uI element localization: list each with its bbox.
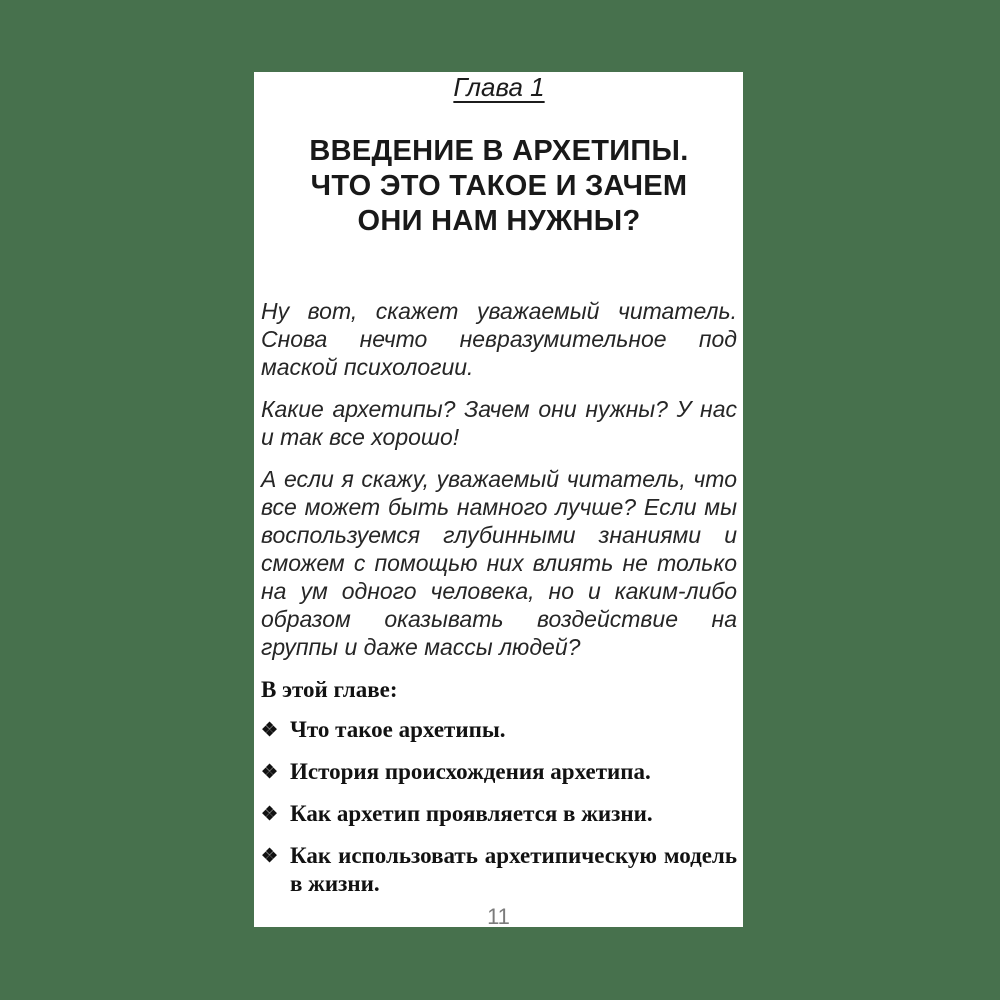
chapter-title (261, 134, 737, 239)
bullet-item (261, 758, 737, 787)
chapter-title-line: ОНИ НАМ НУЖНЫ? (357, 204, 641, 237)
bullet-item (261, 842, 737, 898)
chapter-title-line: ЧТО ЭТО ТАКОЕ И ЗАЧЕМ (310, 169, 688, 202)
book-page (254, 72, 743, 927)
diamond-bullet-icon: ❖ (261, 761, 279, 783)
paragraph: А если я скажу, уважаемый читатель, что все может быть намного лучше? Если мы воспользуемся глубинными знаниями и сможем с помощью них влиять не только на ум одного человека, но и каким-либо образом оказывать воздействие на группы и даже массы людей? (261, 465, 737, 660)
page-number: 11 (487, 903, 510, 927)
chapter-label-text: Глава 1 (453, 72, 545, 102)
diamond-bullet-icon: ❖ (261, 845, 279, 867)
paragraph: Ну вот, скажет уважаемый читатель. Снова нечто невразумительное под маской психологии. (261, 297, 737, 380)
bullet-text: Как архетип проявляется в жизни. (290, 800, 653, 826)
contents-heading: В этой главе: (261, 676, 398, 702)
chapter-contents-section (261, 677, 737, 898)
paragraph: Какие архетипы? Зачем они нужны? У нас и так все хорошо! (261, 395, 737, 450)
chapter-title-line: ВВЕДЕНИЕ В АРХЕТИПЫ. (309, 134, 689, 167)
chapter-label (261, 72, 737, 102)
bullet-item (261, 716, 737, 745)
body-paragraphs (261, 297, 737, 661)
diamond-bullet-icon: ❖ (261, 803, 279, 825)
bullet-text: История происхождения архетипа. (290, 758, 651, 784)
bullet-text: Как использовать архетипическую модель в жизни. (290, 842, 737, 896)
diamond-bullet-icon: ❖ (261, 719, 279, 741)
bullet-item (261, 800, 737, 829)
bullet-text: Что такое архетипы. (290, 716, 506, 742)
